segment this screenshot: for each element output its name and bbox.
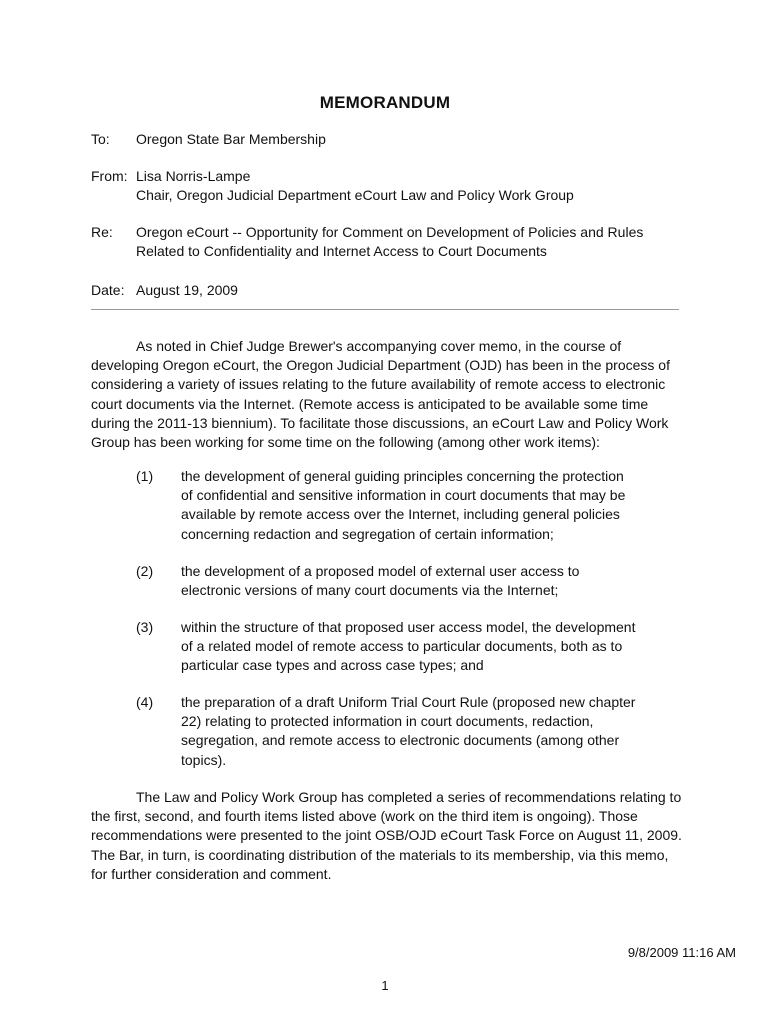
list-item-number: (1): [136, 468, 154, 484]
paragraph-line: considering a variety of issues relating to the future availability of remote access to electronic: [91, 376, 666, 393]
list-item-text: [181, 562, 701, 600]
list-item-line: topics).: [181, 751, 227, 768]
paragraph-line: during the 2011-13 biennium). To facilitate those discussions, an eCourt Law and Policy Work: [91, 414, 669, 431]
paragraph-line: for further consideration and comment.: [91, 865, 332, 882]
paragraph-line: recommendations were presented to the joint OSB/OJD eCourt Task Force on August 11, 2009.: [91, 827, 682, 844]
closing-paragraph: [91, 788, 691, 884]
paragraph-line: developing Oregon eCourt, the Oregon Judicial Department (OJD) has been in the process of: [91, 357, 670, 374]
to-value-line: Oregon State Bar Membership: [136, 131, 326, 147]
header-divider: [91, 309, 679, 310]
re-line: Oregon eCourt -- Opportunity for Comment on Development of Policies and Rules: [136, 224, 644, 240]
list-item-number: (3): [136, 619, 154, 635]
date-value: [136, 281, 696, 300]
paragraph-line: As noted in Chief Judge Brewer's accompanying cover memo, in the course of: [136, 338, 622, 354]
list-item-line: concerning redaction and segregation of certain information;: [181, 525, 554, 542]
list-item-line: the development of general guiding principles concerning the protection: [181, 468, 624, 484]
list-item-number: (4): [136, 694, 154, 710]
paragraph-line: The Law and Policy Work Group has completed a series of recommendations relating to: [136, 789, 682, 805]
list-item-line: of confidential and sensitive information in court documents that may be: [181, 487, 626, 504]
from-title: Chair, Oregon Judicial Department eCourt Law and Policy Work Group: [136, 187, 574, 203]
from-value: [136, 167, 696, 205]
paragraph-line: Group has been working for some time on the following (among other work items):: [91, 434, 600, 451]
list-item-line: the preparation of a draft Uniform Trial Court Rule (proposed new chapter: [181, 694, 636, 710]
list-item-line: particular case types and across case types; and: [181, 657, 484, 674]
footer-timestamp: 9/8/2009 11:16 AM: [627, 945, 736, 960]
to-value: [136, 130, 696, 149]
list-item-text: [181, 467, 701, 544]
from-name: Lisa Norris-Lampe: [136, 168, 251, 184]
date-value-line: August 19, 2009: [136, 282, 238, 298]
paragraph-line: The Bar, in turn, is coordinating distribution of the materials to its membership, via this memo,: [91, 846, 669, 863]
list-item-line: the development of a proposed model of external user access to: [181, 563, 580, 579]
paragraph-line: court documents via the Internet. (Remote access is anticipated to be available some time: [91, 395, 649, 412]
list-item-line: segregation, and remote access to electronic documents (among other: [181, 732, 620, 749]
memo-title: MEMORANDUM: [319, 93, 451, 112]
list-item-line: available by remote access over the Internet, including general policies: [181, 506, 620, 523]
list-item-text: [181, 693, 701, 770]
list-item-number: (2): [136, 563, 154, 579]
list-item-text: [181, 618, 701, 676]
paragraph-line: the first, second, and fourth items listed above (work on the third item is ongoing). Those: [91, 808, 638, 825]
re-line: Related to Confidentiality and Internet Access to Court Documents: [136, 243, 547, 259]
page-number: 1: [381, 978, 389, 993]
list-item-line: of a related model of remote access to particular documents, both as to: [181, 638, 623, 655]
date-label: Date:: [91, 282, 125, 298]
re-label: Re:: [91, 224, 113, 240]
intro-paragraph: [91, 337, 691, 452]
list-item-line: electronic versions of many court documents via the Internet;: [181, 582, 559, 599]
list-item-line: 22) relating to protected information in court documents, redaction,: [181, 713, 594, 730]
from-label: From:: [91, 168, 128, 184]
list-item-line: within the structure of that proposed user access model, the development: [181, 619, 636, 635]
re-value: [136, 223, 696, 261]
to-label: To:: [91, 131, 110, 147]
